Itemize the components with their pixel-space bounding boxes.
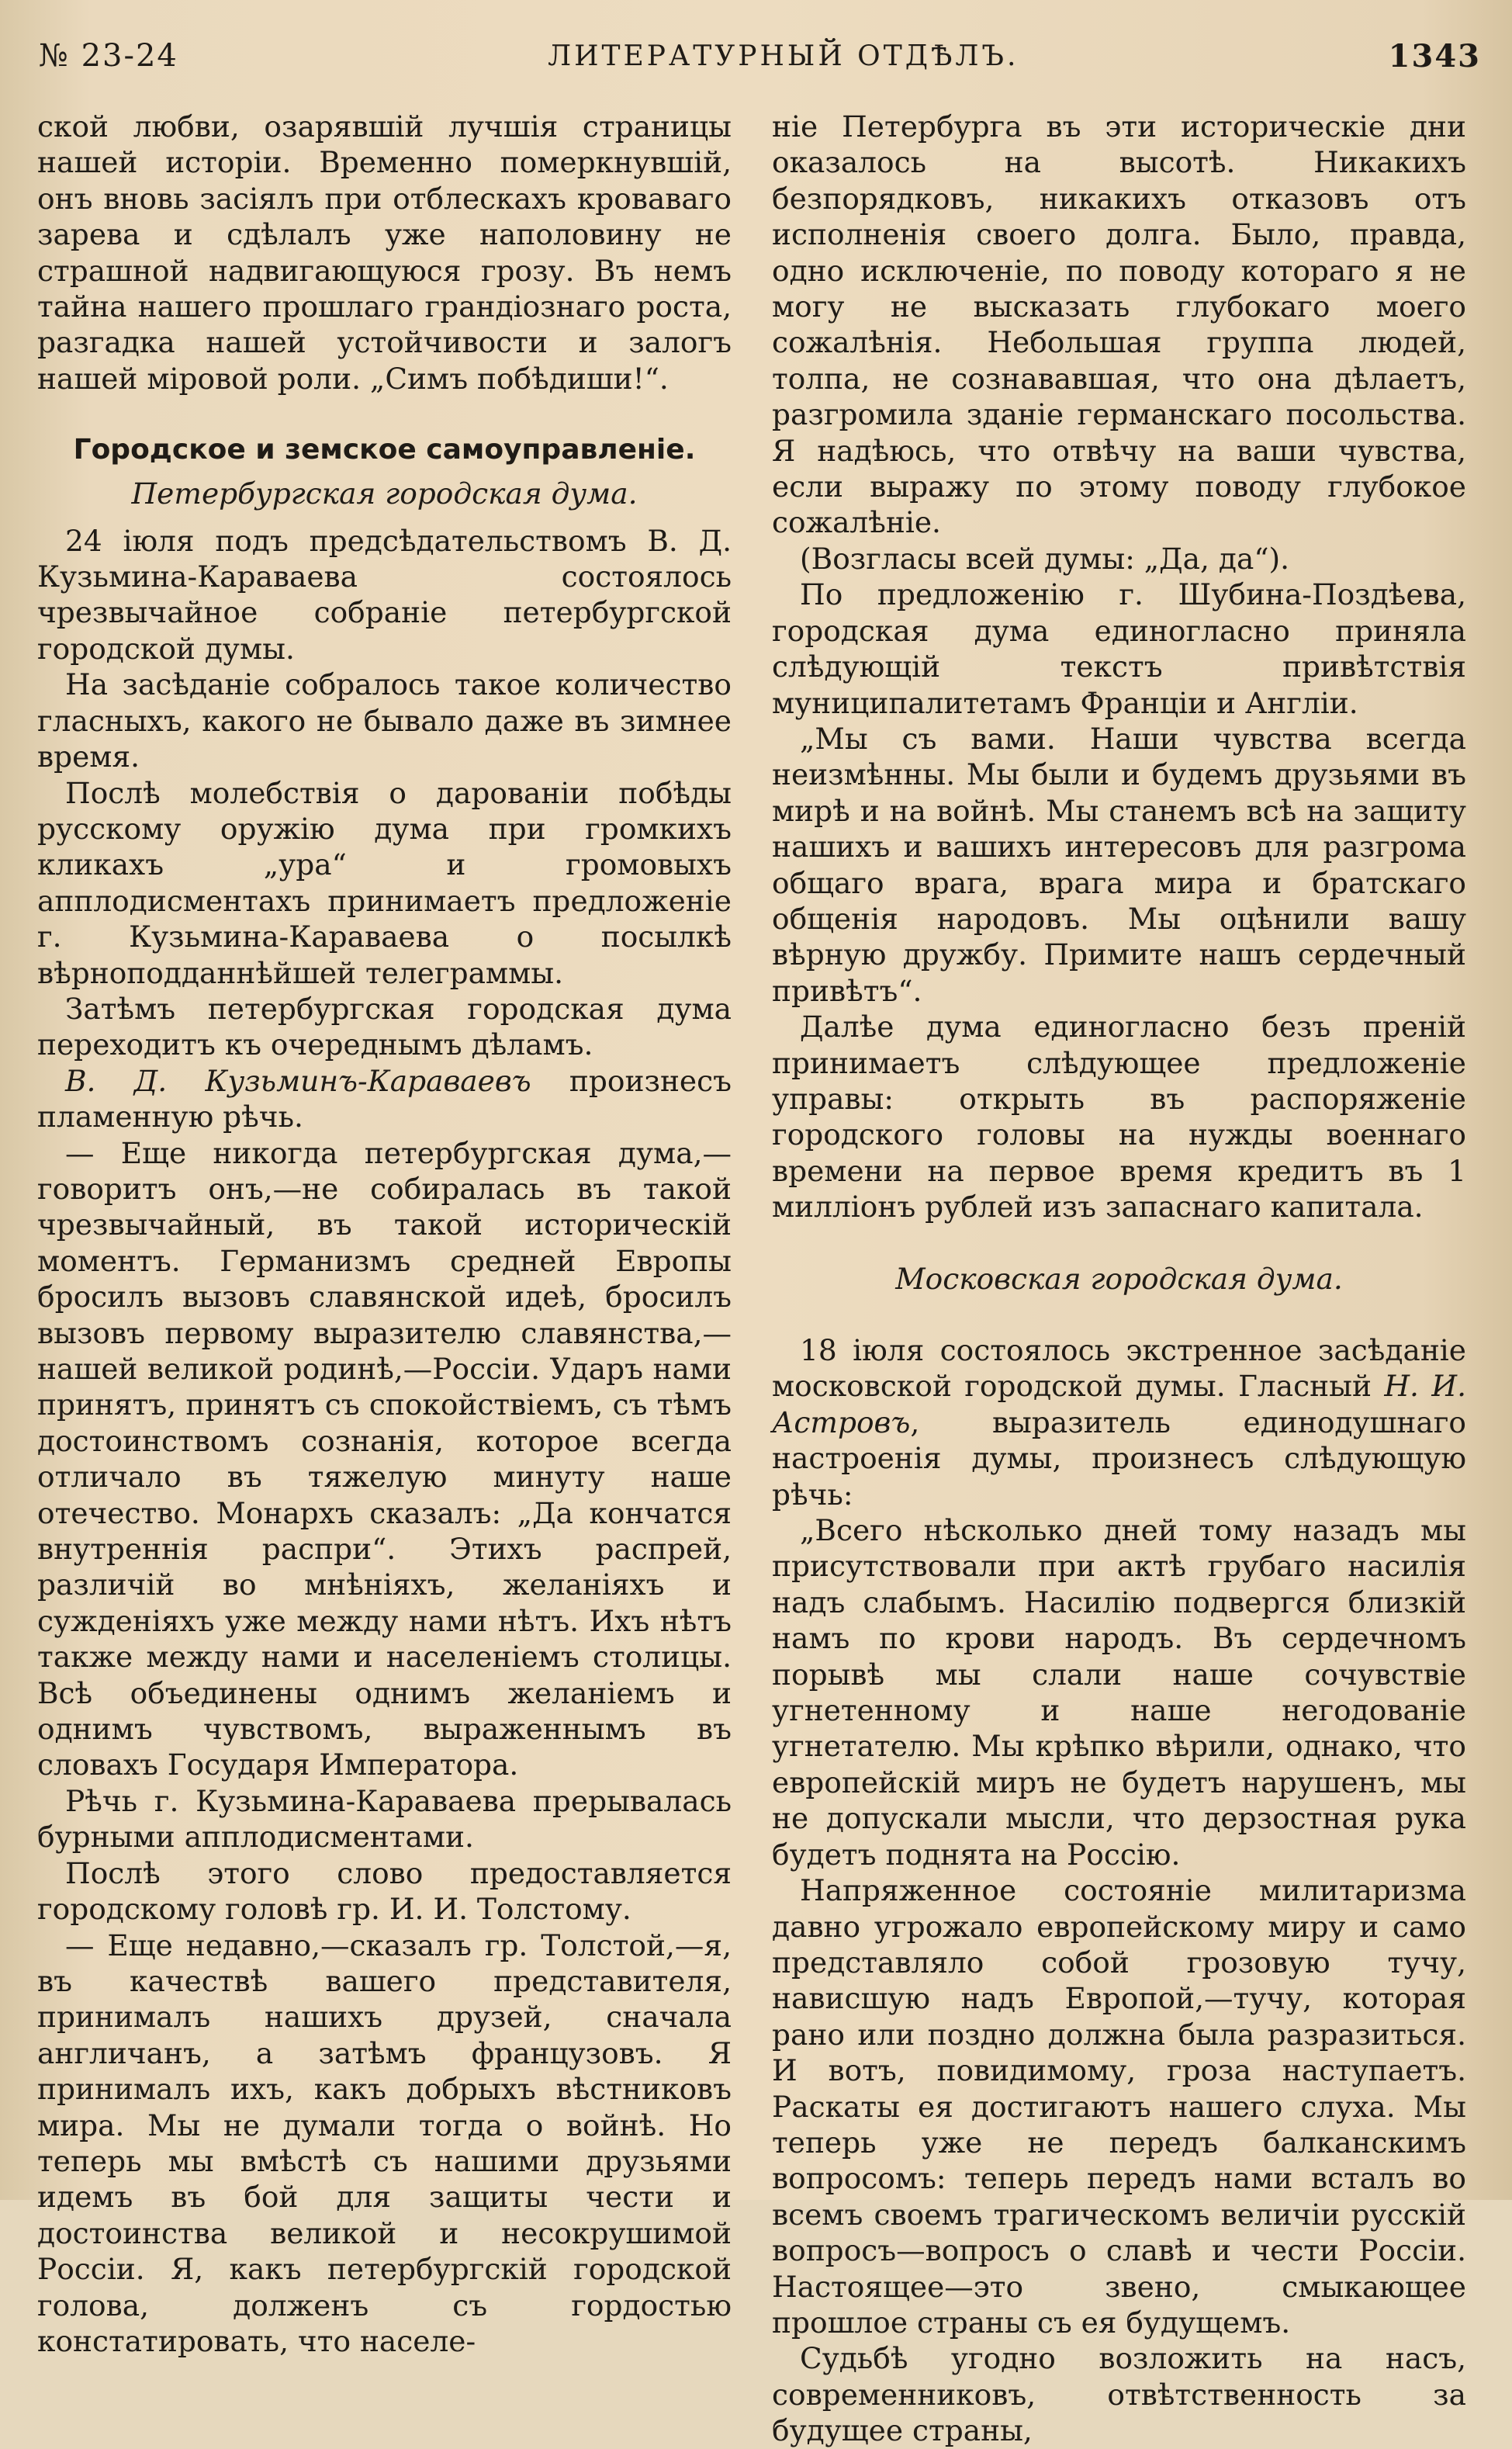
page-header [39,33,1481,79]
paragraph: „Мы съ вами. Наши чувства всегда неизмѣнны. Мы были и будемъ друзьями въ мирѣ и на войнѣ. Мы станемъ всѣ на защиту нашихъ и вашихъ интересовъ для разгрома общаго врага, врага мира и братскаго общенiя народовъ. Мы оцѣнили вашу вѣрную дружбу. Примите нашъ сердечный привѣтъ“. [772,721,1466,1008]
issue-number: № 23-24 [39,38,178,74]
paragraph: Далѣе дума единогласно безъ пренiй принимаетъ слѣдующее предложенiе управы: открыть въ распоряженiе городского головы на нужды военнаго времени на первое время кредитъ въ 1 миллiонъ рублей изъ запаснаго капитала. [772,1010,1466,1224]
paragraph [772,1332,1466,1512]
paragraph-text: 18 iюля состоялось экстренное засѣданiе московской городской думы. Гласный [772,1333,1466,1404]
paragraph: — Еще недавно,—сказалъ гр. Толстой,—я, въ качествѣ вашего представителя, принималъ нашихъ друзей, сначала англичанъ, а затѣмъ французовъ. Я принималъ ихъ, какъ добрыхъ вѣстниковъ мира. Мы не думали тогда о войнѣ. Но теперь мы вмѣстѣ съ нашими друзьями идемъ въ бой для защиты чести и достоинства великой и несокрушимой Россiи. Я, какъ петербургскiй городской голова, долженъ съ гордостью констатировать, что населе- [37,1928,732,2358]
paragraph: Затѣмъ петербургская городская дума переходитъ къ очереднымъ дѣламъ. [37,991,732,1062]
paragraph: „Всего нѣсколько дней тому назадъ мы присутствовали при актѣ грубаго насилiя надъ слабымъ. Насилiю подвергся близкiй намъ по крови народъ. Въ сердечномъ порывѣ мы слали наше сочувствiе угнетенному и наше негодованiе угнетателю. Мы крѣпко вѣрили, однако, что европейскiй миръ не будетъ нарушенъ, мы не допускали мысли, что дерзостная рука будетъ поднята на Россiю. [772,1513,1466,1872]
paragraph: Напряженное состоянiе милитаризма давно угрожало европейскому миру и само представляло собой грозовую тучу, нависшую надъ Европой,—тучу, которая рано или поздно должна была разразиться. И вотъ, повидимому, гроза наступаетъ. Раскаты ея достигаютъ нашего слуха. Мы теперь уже не передъ балканскимъ вопросомъ: теперь передъ нами всталъ во всемъ своемъ трагическомъ величiи русскiй вопросъ—вопросъ о славѣ и чести Россiи. Настоящее—это звено, смыкающее прошлое страны съ ея будущемъ. [772,1873,1466,2340]
section-heading: Городское и земское самоуправленiе. [73,434,696,466]
paragraph-text: произнесъ пламенную рѣчь. [37,1063,732,1134]
speaker-name: Н. И. Астровъ [772,1369,1466,1439]
paragraph: нiе Петербурга въ эти историческiе дни оказалось на высотѣ. Никакихъ безпорядковъ, никакихъ отказовъ отъ исполненiя своего долга. Было, правда, одно исключенiе, по поводу котораго я не могу не высказать глубокаго моего сожалѣнiя. Небольшая группа людей, толпа, не сознававшая, что она дѣлаетъ, разгромила зданiе германскаго посольства. Я надѣюсь, что отвѣчу на ваши чувства, если выражу по этому поводу глубокое сожалѣнiе. [772,109,1466,540]
paragraph: На засѣданiе собралось такое количество гласныхъ, какого не бывало даже въ зимнее время. [37,667,732,774]
paragraph: Судьбѣ угодно возложить на насъ, современниковъ, отвѣтственность за будущее страны, [772,2341,1466,2448]
paragraph: Послѣ этого слово предоставляется городскому головѣ гр. И. И. Толстому. [37,1855,732,1927]
page-number: 1343 [1388,37,1481,74]
paragraph: — Еще никогда петербургская дума,—говоритъ онъ,—не собиралась въ такой чрезвычайный, въ такой историческiй моментъ. Германизмъ средней Европы бросилъ вызовъ славянской идеѣ, бросилъ вызовъ первому выразителю славянства,—нашей великой родинѣ,—Россiи. Ударъ нами принятъ, принятъ съ спокойствiемъ, съ тѣмъ достоинствомъ сознанiя, которое всегда отличало въ тяжелую минуту наше отечество. Монархъ сказалъ: „Да кончатся внутреннiя распри“. Этихъ распрей, различiй во мнѣнiяхъ, желанiяхъ и сужденiяхъ уже между нами нѣтъ. Ихъ нѣтъ также между нами и населенiемъ столицы. Всѣ объединены однимъ желанiемъ и однимъ чувствомъ, выраженнымъ въ словахъ Государя Императора. [37,1135,732,1782]
left-column [37,109,732,2358]
paragraph: (Возгласы всей думы: „Да, да“). [800,541,1290,576]
right-column [772,109,1466,2448]
sub-heading: Московская городская дума. [895,1261,1343,1296]
paragraph-text: , выразитель единодушнаго настроенiя думы, произнесъ слѣдующую рѣчь: [772,1405,1466,1512]
paragraph: Послѣ молебствiя о дарованiи побѣды русскому оружiю дума при громкихъ кликахъ „ура“ и громовыхъ апплодисментахъ принимаетъ предложенiе г. Кузьмина-Караваева о посылкѣ вѣрноподданнѣйшей телеграммы. [37,775,732,990]
paragraph: ской любви, озарявшiй лучшiя страницы нашей исторiи. Временно померкнувшiй, онъ вновь засiялъ при отблескахъ кроваваго зарева и сдѣлалъ уже наполовину не страшной надвигающуюся грозу. Въ немъ тайна нашего прошлаго грандiознаго роста, разгадка нашей устойчивости и залогъ нашей мiровой роли. „Симъ побѣдиши!“. [37,109,732,396]
paragraph: Рѣчь г. Кузьмина-Караваева прерывалась бурными апплодисментами. [37,1783,732,1855]
paragraph: 24 iюля подъ предсѣдательствомъ В. Д. Кузьмина-Караваева состоялось чрезвычайное собранiе петербургской городской думы. [37,523,732,666]
speaker-name: В. Д. Кузьминъ-Караваевъ [65,1063,531,1098]
section-title: ЛИТЕРАТУРНЫЙ ОТДѢЛЪ. [548,40,1019,72]
sub-heading: Петербургская городская дума. [131,476,638,511]
paragraph: По предложенiю г. Шубина-Поздѣева, городская дума единогласно приняла слѣдующiй текстъ привѣтствiя муниципалитетамъ Францiи и Англiи. [772,577,1466,720]
paragraph [37,1063,732,1135]
